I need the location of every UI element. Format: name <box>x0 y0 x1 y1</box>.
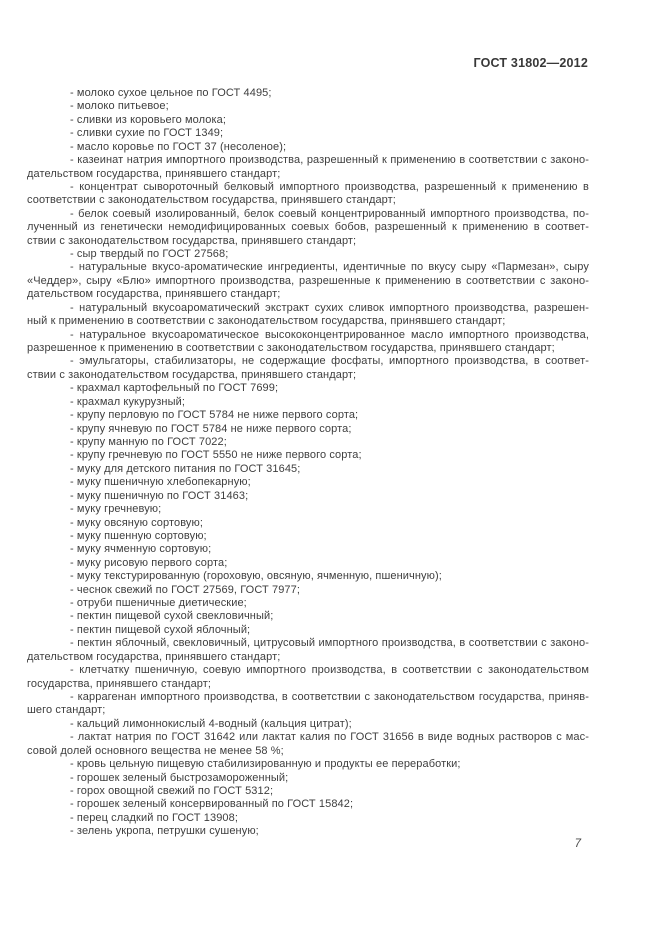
list-item-line: - молоко сухое цельное по ГОСТ 4495; <box>70 87 272 99</box>
list-item-line: - натуральный вкусоароматический экстракт сухих сливок импортного производства, разрешен- <box>70 301 589 314</box>
list-item-line: - пектин яблочный, свекловичный, цитрусовый импортного производства, в соответствии с законо- <box>70 637 589 650</box>
list-item-line: - лактат натрия по ГОСТ 31642 или лактат калия по ГОСТ 31656 в виде водных растворов с мас- <box>70 731 589 744</box>
list-item-line: - клетчатку пшеничную, соевую импортного производства, в соответствии с законодательством <box>70 664 589 677</box>
list-item-line: лученный из генетически немодифицированных соевых бобов, разрешенный к применению в соответ- <box>27 221 589 234</box>
list-item-line: - натуральные вкусо-ароматические ингредиенты, идентичные по вкусу сыру «Пармезан», сыру <box>70 261 589 274</box>
list-item-line: - натуральное вкусоароматическое высококонцентрированное масло импортного производства, <box>70 328 589 341</box>
list-item-line: - крупу ячневую по ГОСТ 5784 не ниже первого сорта; <box>70 422 352 435</box>
list-item-line: - муку пшенную сортовую; <box>70 529 207 542</box>
list-item-line: - сливки сухие по ГОСТ 1349; <box>70 127 224 140</box>
list-item-line: - кальций лимоннокислый 4-водный (кальция цитрат); <box>70 717 352 730</box>
list-item-line: ствии с законодательством государства, принявшего стандарт; <box>27 234 357 247</box>
list-item-line: ный к применению в соответствии с законодательством государства, принявшего стандарт; <box>27 315 506 328</box>
page-number: 7 <box>574 838 581 850</box>
list-item-line: дательством государства, принявшего стандарт; <box>27 650 281 663</box>
list-item-line: - каррагенан импортного производства, в соответствии с законодательством государства, приняв- <box>70 690 589 703</box>
list-item-line: - зелень укропа, петрушки сушеную; <box>70 825 259 838</box>
list-item-line: - эмульгаторы, стабилизаторы, не содержащие фосфаты, импортного производства, в соответ- <box>70 355 589 368</box>
list-item-line: - муку ячменную сортовую; <box>70 543 212 556</box>
list-item-line: - муку пшеничную по ГОСТ 31463; <box>70 489 249 502</box>
list-item-line: шего стандарт; <box>27 704 106 717</box>
list-item-line: - кровь цельную пищевую стабилизированную и продукты ее переработки; <box>70 758 461 771</box>
list-item-line: - крахмал картофельный по ГОСТ 7699; <box>70 382 279 395</box>
list-item-line: ствии с законодательством государства, принявшего стандарт; <box>27 368 357 381</box>
document-body <box>27 87 589 839</box>
list-item-line: совой долей основного вещества не менее 58 %; <box>27 744 284 757</box>
list-item-line: разрешенное к применению в соответствии с законодательством государства, принявшего стандарт; <box>27 342 555 355</box>
list-item-line: - чеснок свежий по ГОСТ 27569, ГОСТ 7977; <box>70 583 301 596</box>
list-item-line: - пектин пищевой сухой свекловичный; <box>70 610 274 623</box>
list-item-line: - белок соевый изолированный, белок соевый концентрированный импортного производства, по- <box>70 207 589 220</box>
list-item-line: дательством государства, принявшего стандарт; <box>27 167 281 180</box>
list-item-line: «Чеддер», сыру «Блю» импортного производства, разрешенные к применению в соответствии с законо- <box>27 274 589 287</box>
list-item-line: - муку овсяную сортовую; <box>70 516 204 529</box>
list-item-line: - крупу манную по ГОСТ 7022; <box>70 435 227 448</box>
list-item-line: государства, принявшего стандарт; <box>27 677 212 690</box>
document-code-header: ГОСТ 31802—2012 <box>473 56 588 70</box>
list-item-line: - концентрат сывороточный белковый импортного производства, разрешенный к применению в <box>70 180 589 193</box>
list-item-line: - крупу перловую по ГОСТ 5784 не ниже первого сорта; <box>70 409 359 422</box>
list-item-line: - перец сладкий по ГОСТ 13908; <box>70 811 239 824</box>
list-item-line: - казеинат натрия импортного производства, разрешенный к применению в соответствии с законо- <box>70 154 589 167</box>
list-item-line: - крупу гречневую по ГОСТ 5550 не ниже первого сорта; <box>70 449 362 462</box>
list-item-line: - масло коровье по ГОСТ 37 (несоленое); <box>70 140 287 153</box>
list-item-line: - сливки из коровьего молока; <box>70 113 227 126</box>
list-item-line: - горох овощной свежий по ГОСТ 5312; <box>70 784 274 797</box>
list-item-line: - горошек зеленый консервированный по ГОСТ 15842; <box>70 798 354 811</box>
list-item-line: - муку пшеничную хлебопекарную; <box>70 476 251 489</box>
list-item-line: - муку гречневую; <box>70 503 162 516</box>
list-item-line: - пектин пищевой сухой яблочный; <box>70 623 251 636</box>
list-item-line: - муку рисовую первого сорта; <box>70 556 228 569</box>
list-item-line: - муку текстурированную (гороховую, овсяную, ячменную, пшеничную); <box>70 570 442 583</box>
list-item-line: - отруби пшеничные диетические; <box>70 597 247 610</box>
list-item-line: - сыр твердый по ГОСТ 27568; <box>70 248 229 261</box>
list-item-line: дательством государства, принявшего стандарт; <box>27 288 281 301</box>
list-item-line: - молоко питьевое; <box>70 100 169 113</box>
list-item-line: - муку для детского питания по ГОСТ 31645; <box>70 462 301 475</box>
list-item-line: - крахмал кукурузный; <box>70 395 185 408</box>
list-item-line: - горошек зеленый быстрозамороженный; <box>70 771 289 784</box>
list-item-line: соответствии с законодательством государства, принявшего стандарт; <box>27 194 396 207</box>
